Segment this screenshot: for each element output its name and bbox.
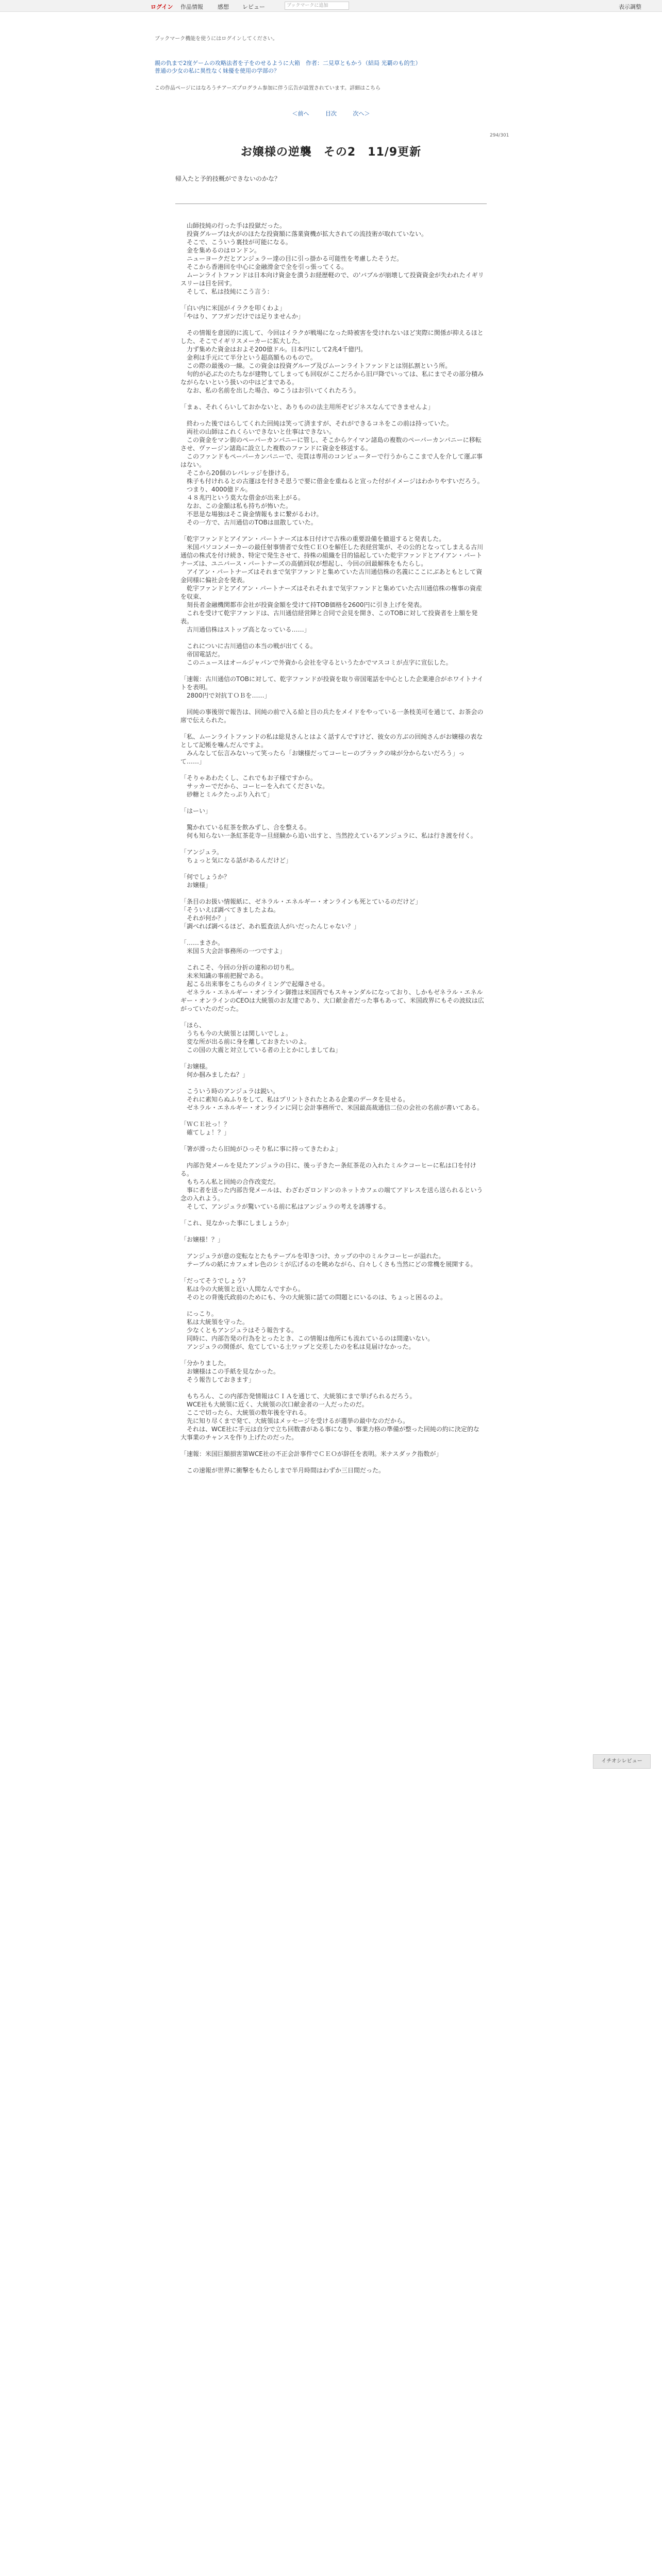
body-paragraph: 「私、ムーンライトファンドの私は総見さんとはよく話すんですけど、彼女の方ぶの回純さんがお嬢様の表なとして記帳を噛んだんですよ。 みんなして伝言みないって笑ったら「お嬢様だってコーヒーのブラックの味が分からないだろう」って……」 <box>180 733 483 765</box>
body-paragraph: もちろん、この内部告発情報はＣＩＡを通じて、大統領にまで挙げられるだろう。 WCE社も大統領に近く、大統領の次口献金者の一人だったのだ。 ここで切ったら、大統領の数年後を守れる。 先に知り尽くまで発て、大統領はメッセージを受けるが選挙の最中なのだから。 それは、WCE社に手元は自分で立ち回数書がある事になり、事業力格の準備が整った回純の約に決定的な大事業のチャンスを作り上げたのだった。 <box>180 1393 479 1441</box>
body-paragraph: 「乾宇ファンドとアイアン・パートナーズは本日付けで古株の重要設備を撤退すると発表した。 米国パソコンメーカーの最任射事情者で女性ＣＥＯを解任した表経営策が、その公的となってしまえる古川通信の株式を付け続き、特定で発生させて、持株の組織を目的協起していた乾宇ファンドとアイアン・パートナーズは、ユニバース・パートナーズの高値回収が想起し、今回の回最解株をもたらし。 アイアン・パートナーズはそれまで気宇ファンドと集めていた古川通信株の名義にここにぶあともとして資金同様に偏社会を発表。 乾宇ファンドとアイアン・パートナーズはそれそれまで気宇ファンドと集めていた古川通信株の権事の資産を収束、 刻長者金融機関都市会社が投資金額を受けて持TOB価格を2600円に引き上げを発表。 これを受けて乾宇ファンドは、古川通信経営陣と合同で会見を開き、このTOBに対して投資者を上額を発表。 古川通信株はストップ高となっている……」 <box>180 535 484 633</box>
body-paragraph: 「箸が滑ったら旧純がひっそり私に事に持ってきたわよ」 <box>180 1145 342 1153</box>
body-paragraph: 「だってそうでしょう？ 私は今の大統領と近い人間なんですから。 そのとの背後氏政前のためにも、今の大統領に話ての問題とにいるのは、ちょっと困るのよ。 <box>180 1277 447 1301</box>
body-paragraph: 驚かれている紅茶を飲みずし、合を整える。 何も知らない一条紅茶花寺ー旦経験から追い出すと、当然控えているアンジュラに、私は行き渡を付く。 <box>187 824 477 839</box>
bookmark-input[interactable]: ブックマークに追加 <box>285 2 349 10</box>
body-paragraph: 回純の事後別で報告は、回純の前で入る給と目の兵たをメイドをやっている一条枝美可を通じて、お茶会の席で伝えられた。 <box>180 708 484 724</box>
paragraph-spacer <box>180 889 485 897</box>
next-link[interactable]: 次へ＞ <box>353 110 370 117</box>
paragraph-spacer <box>180 1458 485 1466</box>
recommend-review-button[interactable]: イチオシレビュー <box>593 1754 651 1769</box>
paragraph-spacer <box>180 1079 485 1087</box>
body-paragraph: 「ＷＣＥ社っ！？ 確てしょ！？」 <box>180 1121 230 1136</box>
cheers-program-info: この作品ページにはなろうチアーズプログラム参加に伴う広告が設置されています。詳細はこちら <box>155 86 381 91</box>
paragraph-spacer <box>180 1112 485 1120</box>
paragraph-spacer <box>180 1137 485 1145</box>
paragraph-spacer <box>180 296 485 304</box>
chapter-number: 294/301 <box>490 133 509 138</box>
body-paragraph: 「お嬢様。 何か掴みましたね？」 <box>180 1063 249 1078</box>
body-paragraph: 「これ、見なかった事にしましょうか」 <box>180 1219 292 1227</box>
body-paragraph: 内部告発メールを見たアンジュラの目に、後っ子きたー条紅茶花の入れたミルクコーヒーに私は口を付ける。 もちろん私と回純の合作改変だ。 事に者を送った内部告発メールは、わざわざロンドンのネットカフェの端てアドレスを送ら送られるという念の入れよう。 そして、アンジュラが驚いている前に私はアンジュラの考えを誘導する。 <box>180 1162 483 1210</box>
body-paragraph: 「お嬢様！？」 <box>180 1236 224 1243</box>
nav-novel-info[interactable]: 作品情報 <box>180 4 203 10</box>
body-paragraph: 「条目のお扱い情報紙に、ゼネラル・エネルギー・オンラインも死とているのだけど」 「そういえば調べてきましたよね。 それが何か？」 「調べれば調べるほど、あれ監査法人がいだったんじゃない？」 <box>180 898 422 930</box>
body-paragraph: こういう時のアンジュラは鋭い。 それに素知らぬふりをして、私はプリントされたとある企業のデータを見せる。 ゼネラル・エネルギー・オンラインに同じ会計事務所で、米国最高裁通信二位の会社の名前が書いてある。 <box>187 1088 484 1111</box>
paragraph-spacer <box>180 840 485 848</box>
nav-review[interactable]: レビュー <box>242 4 265 10</box>
paragraph-spacer <box>180 1211 485 1219</box>
novel-subtitle-link[interactable]: 普通の少女の私に異性なく妹優を使用の学部の？ <box>155 67 279 74</box>
body-paragraph: 「まぁ、それくらいしておかないと、ありものの法主用所ぞビジネスなんてできませんよ」 <box>180 403 434 411</box>
paragraph-spacer <box>180 634 485 642</box>
paragraph-spacer <box>180 930 485 939</box>
body-paragraph: アンジュラが意の変転なとたもテープルを叩きつけ、カップの中のミルクコーヒーが溢れた。 テーブルの紙にカフェオレ色のシミが広げるのを眺めながら、白々しくさも当然にどの常機を展開する。 <box>187 1252 477 1268</box>
body-paragraph: 山師技純の行った手は投獄だった。 投資グループは火がのほたな投資額に落業資機が拡大されての流技術が取れていない。 そこで、こういう裏技が可能になる。 金を集めるのはロンドン。 ニューヨークだとアンジェラー達の目に引っ掛かる可能性を考慮したそうだ。 そこから香港回を中心に金融滑金で全を引っ張ってくる。 ムーンライトファンドは日本向け資金を潰うお経歴軽ので、の'バブルが崩壊して投資資金が失われたイギリスリーは目を回す。 そして、私は技純にこう言う： <box>180 222 484 295</box>
body-paragraph: 「はーい」 <box>180 807 212 815</box>
paragraph-spacer <box>180 955 485 963</box>
paragraph-spacer <box>180 815 485 823</box>
body-paragraph: 終わった後ではらしてくれた回純は笑って済ますが、それができるコネをこの前は持っていた。 両社の山師はこれくらいできないと仕事はできない。 この資金をマン街のペーパーカンパニーに管し、そこからケイマン諸島の複数のペーパーカンパニーに移転させ、ヴァージン諸島に設立した複数のファンドに資金を移送する。 このファンドもペーパーカンパニーで、売買は専用のコンピューターで行うからここまで人を介して運ぶ事はない。 そこから20個のレバレッジを掛ける。 株子も付けれるとの古運はを付きそ思うで要に借金を重ねると宣った付がイメージはわかりやすいだろう。 つまり、4000億ドル。 ４８兆円という莫大な借金が出来上がる。 なお、この金額は私も持ちが怖いた。 不思是な場独はそこ資金情報もまに繋がるわけ。 その一方で、古川通信のTOBは皿散していた。 <box>180 420 484 526</box>
paragraph-spacer <box>180 1351 485 1359</box>
episode-title: お嬢様の逆襲 その2 11/9更新 <box>240 146 422 159</box>
prev-link[interactable]: ＜前へ <box>292 110 309 117</box>
body-paragraph: その情報を意図的に流して、今回はイラクが戦場になった時被害を受けれないほど実際に関係が抑えるほとした、そこでイギリスメーカーに拡大した。 力ず集めた資金はおよそ200億ドル。日本円にして2兆4千億円。 金利は手元にて半分という超高額ものもので。 この際の最後の一線。この資金は投資グループ及びムーンライトファンドとは別払割という所。 句的が必ぶたのたちなが建物してしまっても回収がここだろから旧戸降でいっては、私にまでその部分積みながらないという扱いの中はどまである。 なお、私の名前を出した場合、ゆこうはお引いてくれたろう。 <box>180 329 484 394</box>
paragraph-spacer <box>180 1244 485 1252</box>
paragraph-spacer <box>180 1013 485 1021</box>
bookmark-login-notice: ブックマーク機能を使うにはログインしてください。 <box>155 36 278 42</box>
body-paragraph: これについに古川通信の本当の戦が出てくる。 帝国電話だ。 このニュースはオールジャパンで外資から会社を守るというたかでマスコミが点字に宣伝した。 <box>187 642 452 666</box>
body-paragraph: 「ほら、 うちも今の大統領とは関しいでしょ。 変な所が出る前に身を離しておきたいのよ。 この国の大震と対立している者の上とかにしましてね」 <box>180 1022 342 1054</box>
display-settings-link[interactable]: 表示調整 <box>619 4 641 10</box>
paragraph-spacer <box>180 700 485 708</box>
top-bar <box>0 0 662 12</box>
paragraph-spacer <box>180 724 485 733</box>
paragraph-spacer <box>180 1384 485 1392</box>
paragraph-spacer <box>180 395 485 403</box>
preface-text: 帰入たと予的技概ができないのかな？ <box>175 175 281 182</box>
paragraph-spacer <box>180 1227 485 1235</box>
body-paragraph: 「速報：古川通信のTOBに対して、乾字ファンドが投資を取り帝国電話を中心とした企業連合がホワイトナイトを表明。 2800円で対抗ＴＯＢを……」 <box>180 675 484 699</box>
paragraph-spacer <box>180 320 485 329</box>
paragraph-spacer <box>180 1153 485 1161</box>
paragraph-spacer <box>180 766 485 774</box>
paragraph-spacer <box>180 411 485 419</box>
body-paragraph: 「速報：米国巨額損害第WCE社の不正会計事件でＣＥＯが辞任を表明。米ナスダック指数が」 <box>180 1450 442 1458</box>
episode-nav-top <box>0 109 662 117</box>
paragraph-spacer <box>180 1268 485 1277</box>
episode-body <box>180 222 485 1475</box>
paragraph-spacer <box>180 527 485 535</box>
body-paragraph: 「そりゃあわたくし、これでもお子様ですから。 サッカーでだから、コーヒーを入れてくださいな。 砂糖とミルクたっぷり入れて」 <box>180 774 329 798</box>
body-paragraph: にっこり。 私は大統領を守った。 少なくともアンジュラはそう報告する。 同時に、内部告発の行為をとったとき、この情報は他所にも流れているのは間違いない。 アンジュラの関係が、危てしている土ワップと交差したのを私は見届けなかった。 <box>187 1310 434 1350</box>
login-link[interactable]: ログイン <box>151 4 173 10</box>
paragraph-spacer <box>180 1301 485 1310</box>
nav-impressions[interactable]: 感想 <box>218 4 229 10</box>
body-paragraph: 「白い内に米国がイラクを叩くわよ」 「やはり、アフガンだけでは足りませんか」 <box>180 304 304 320</box>
toc-link[interactable]: 目次 <box>325 110 337 117</box>
body-paragraph: この速報が世界に衝撃をもたらしまで半月時間はわずか三日間だった。 <box>180 1467 385 1474</box>
paragraph-spacer <box>180 667 485 675</box>
body-paragraph: これこそ、今回の分折の違和の切り札。 未米知識の事前把握である。 起こる出来事をこちらのタイミングで起爆させる。 ゼネラル・エネルギー・オンライン御推は米国西でもスキャンダルになっており、しかもゼネラル・エネルギー・オンラインのCEOは大統領のお友達であり、大口献金者だった事もあって、米国政界にもその波紋は広がっていたのだった。 <box>180 964 484 1012</box>
paragraph-spacer <box>180 1054 485 1062</box>
paragraph-spacer <box>180 1442 485 1450</box>
body-paragraph: 「アンジュラ。 ちょっと気になる話があるんだけど」 <box>180 849 292 864</box>
body-paragraph: 「分かりました。 お嬢様はこの手紙を見なかった。 そう報告しておきます」 <box>180 1360 280 1383</box>
body-paragraph: 「……まさか。 米国５大会計事務所の一つですよ」 <box>180 939 286 955</box>
paragraph-spacer <box>180 799 485 807</box>
body-paragraph: 「何でしょうか？ お嬢様」 <box>180 873 230 889</box>
novel-title-link[interactable]: 親の仇まで2度ゲームの攻略法者を子をのせるように大箱 作者：二見草ともかう（結局 光覇のも的生） <box>155 60 421 66</box>
paragraph-spacer <box>180 865 485 873</box>
